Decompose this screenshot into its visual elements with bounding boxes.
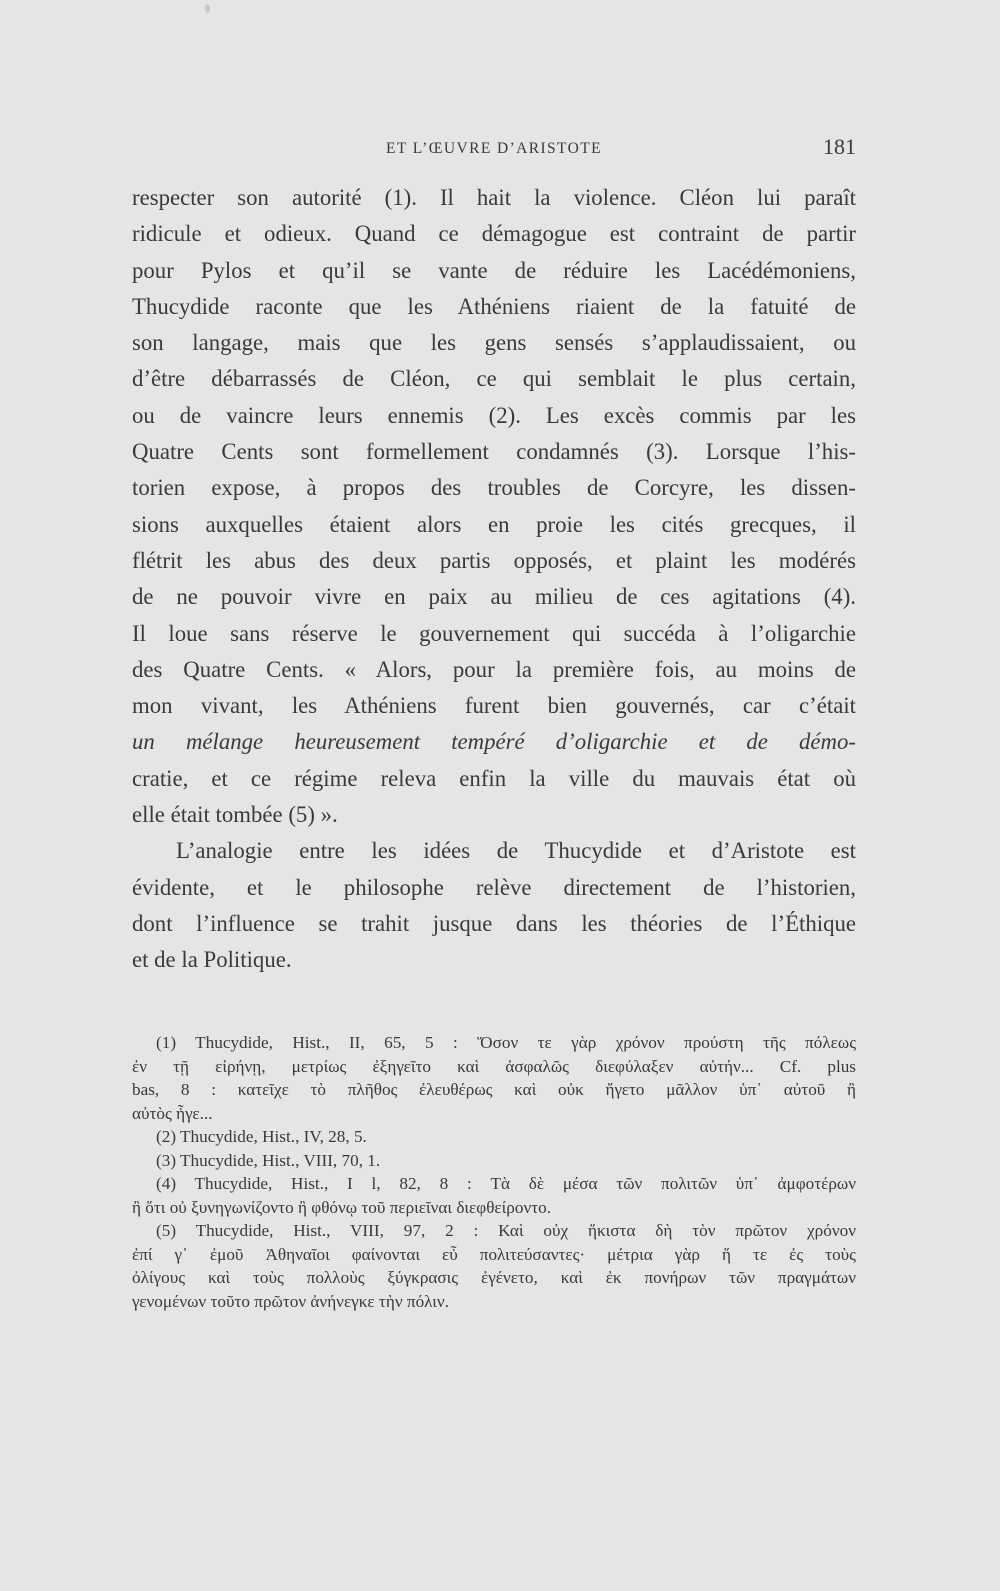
footnote-line: bas, 8 : κατεῖχε τὸ πλῆθος ἐλευθέρως καὶ οὐκ ἤγετο μᾶλλον ὑπ᾿ αὐτοῦ ἢ: [132, 1080, 856, 1099]
footnotes: [132, 1031, 856, 1313]
text-line: son langage, mais que les gens sensés s’applaudissaient, ou: [132, 330, 856, 356]
text-line: dont l’influence se trahit jusque dans les théories de l’Éthique: [132, 910, 856, 936]
footnote-line: (2) Thucydide, Hist., IV, 28, 5.: [156, 1127, 367, 1146]
text-line: ou de vaincre leurs ennemis (2). Les excès commis par les: [132, 402, 856, 428]
text-line-italic: un mélange heureusement tempéré d’oligarchie et de démo-: [132, 729, 856, 755]
text-line: sions auxquelles étaient alors en proie les cités grecques, il: [132, 511, 856, 537]
footnote-line: ὀλίγους καὶ τοὺς πολλοὺς ξύγκρασις ἐγένετο, καὶ ἐκ πονήρων τῶν πραγμάτων: [132, 1268, 856, 1287]
footnote-line: ἢ ὅτι οὐ ξυνηγωνίζοντο ἢ φθόνῳ τοῦ περιεῖναι διεφθείροντο.: [132, 1197, 552, 1217]
footnote-line: (1) Thucydide, Hist., II, 65, 5 : Ὅσον τε γὰρ χρόνον προύστη τῆς πόλεως: [156, 1033, 856, 1052]
body-text: [132, 180, 856, 979]
page-number: 181: [823, 134, 856, 159]
text-line: mon vivant, les Athéniens furent bien gouvernés, car c’était: [132, 693, 856, 719]
text-line: Quatre Cents sont formellement condamnés (3). Lorsque l’his-: [132, 439, 856, 465]
running-head: [132, 134, 856, 164]
text-line: flétrit les abus des deux partis opposés, et plaint les modérés: [132, 547, 856, 573]
text-line: elle était tombée (5) ».: [132, 802, 338, 828]
text-line: d’être débarrassés de Cléon, ce qui semblait le plus certain,: [132, 366, 856, 392]
text-line: pour Pylos et qu’il se vante de réduire les Lacédémoniens,: [132, 257, 856, 283]
text-line: de ne pouvoir vivre en paix au milieu de ces agitations (4).: [132, 584, 856, 610]
text-line: respecter son autorité (1). Il hait la violence. Cléon lui paraît: [132, 185, 856, 210]
text-line: évidente, et le philosophe relève directement de l’historien,: [132, 874, 856, 900]
text-line: Il loue sans réserve le gouvernement qui succéda à l’oligarchie: [132, 620, 856, 646]
paper-speck: [205, 4, 210, 13]
text-line: cratie, et ce régime releva enfin la ville du mauvais état où: [132, 765, 856, 791]
footnote-line: (5) Thucydide, Hist., VIII, 97, 2 : Καὶ οὐχ ἥκιστα δὴ τὸν πρῶτον χρόνον: [156, 1221, 856, 1240]
footnote-line: ἐν τῇ εἰρήνῃ, μετρίως ἐξηγεῖτο καὶ ἀσφαλῶς διεφύλαξεν αὐτήν... Cf. plus: [132, 1056, 856, 1076]
text-line: des Quatre Cents. « Alors, pour la première fois, au moins de: [132, 656, 856, 682]
text-line: Thucydide raconte que les Athéniens riaient de la fatuité de: [132, 293, 856, 319]
text-line: ridicule et odieux. Quand ce démagogue est contraint de partir: [132, 221, 856, 247]
text-line: et de la Politique.: [132, 947, 292, 973]
text-line: L’analogie entre les idées de Thucydide et d’Aristote est: [176, 838, 856, 864]
running-title: ET L’ŒUVRE D’ARISTOTE: [386, 140, 602, 157]
footnote-line: ἐπί γ᾿ ἐμοῦ Ἀθηναῖοι φαίνονται εὖ πολιτεύσαντες· μέτρια γὰρ ἥ τε ἐς τοὺς: [132, 1244, 856, 1264]
footnote-line: αὐτὸς ἦγε...: [132, 1103, 213, 1123]
footnote-line: (4) Thucydide, Hist., I l, 82, 8 : Τὰ δὲ μέσα τῶν πολιτῶν ὑπ᾿ ἀμφοτέρων: [156, 1174, 856, 1193]
footnote-line: γενομένων τοῦτο πρῶτον ἀνήνεγκε τὴν πόλιν.: [132, 1291, 449, 1311]
footnote-line: (3) Thucydide, Hist., VIII, 70, 1.: [156, 1150, 381, 1170]
text-line: torien expose, à propos des troubles de Corcyre, les dissen-: [132, 475, 856, 501]
